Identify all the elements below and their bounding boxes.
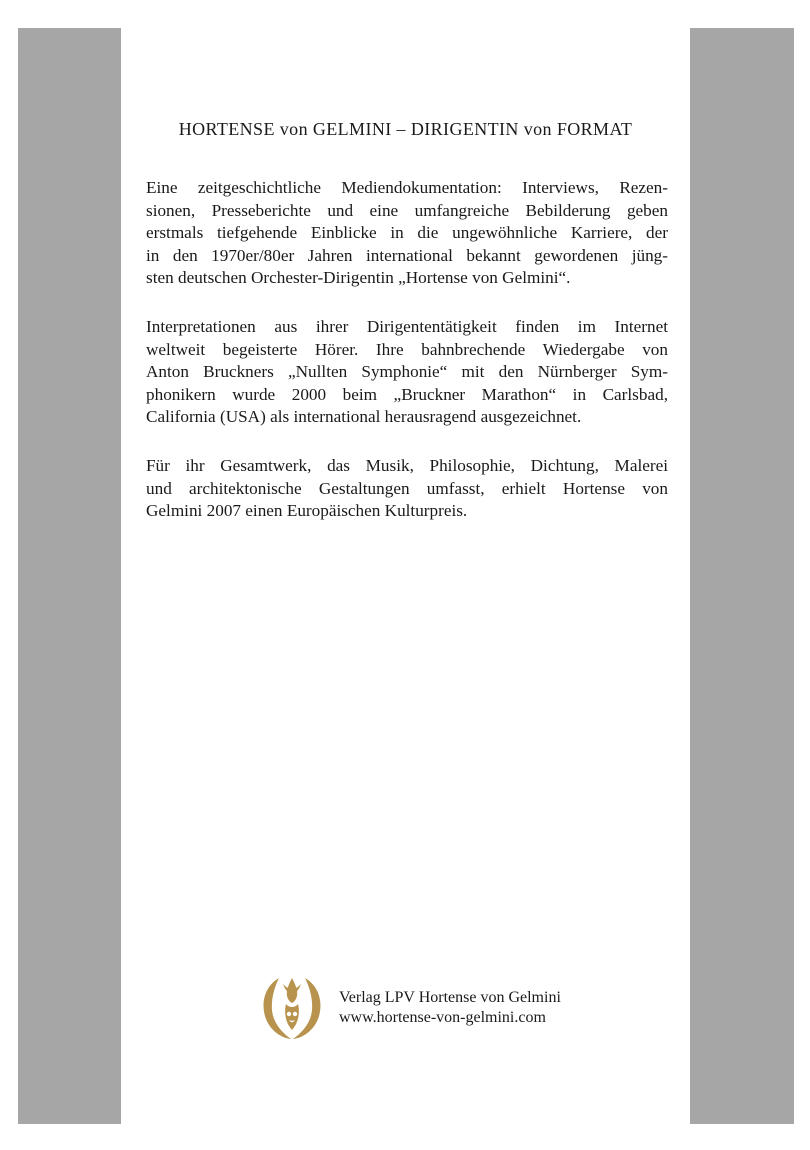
paragraph-1 [146,177,668,290]
gold-emblem-icon [259,972,325,1042]
website-link[interactable]: www.hortense-von-gelmini.com [339,1009,546,1026]
body-text [146,177,668,549]
document-page [121,28,690,1124]
paragraph-2 [146,316,668,429]
publisher-footer [259,972,599,1042]
right-side-band [690,28,794,1124]
publisher-info [339,988,561,1028]
page-title: HORTENSE von GELMINI – DIRIGENTIN von FORMAT [178,119,633,139]
paragraph-line: Interpretationen aus ihrer Dirigententätigkeit finden im Internet [146,316,668,336]
paragraph-line: Für ihr Gesamtwerk, das Musik, Philosophie, Dichtung, Malerei [146,455,668,475]
paragraph-line: erstmals tiefgehende Einblicke in die ungewöhnliche Karriere, der [146,223,668,243]
paragraph-line: Anton Bruckners „Nullten Symphonie“ mit den Nürnberger Sym- [146,362,668,382]
paragraph-line: phonikern wurde 2000 beim „Bruckner Marathon“ in Carlsbad, [146,384,668,404]
paragraph-line: Eine zeitgeschichtliche Mediendokumentation: Interviews, Rezen- [146,178,668,197]
paragraph-3 [146,455,668,523]
paragraph-line: California (USA) als international herausragend ausgezeichnet. [146,407,582,427]
paragraph-line: weltweit begeisterte Hörer. Ihre bahnbrechende Wiedergabe von [146,339,668,359]
paragraph-line: sten deutschen Orchester-Dirigentin „Hortense von Gelmini“. [146,268,571,288]
paragraph-line: Gelmini 2007 einen Europäischen Kulturpreis. [146,501,468,521]
left-side-band [18,28,121,1124]
paragraph-line: sionen, Presseberichte und eine umfangreiche Bebilderung geben [146,200,668,220]
paragraph-line: in den 1970er/80er Jahren international bekannt gewordenen jüng- [146,245,668,265]
paragraph-line: und architektonische Gestaltungen umfasst, erhielt Hortense von [146,478,668,498]
publisher-name: Verlag LPV Hortense von Gelmini [339,989,561,1006]
